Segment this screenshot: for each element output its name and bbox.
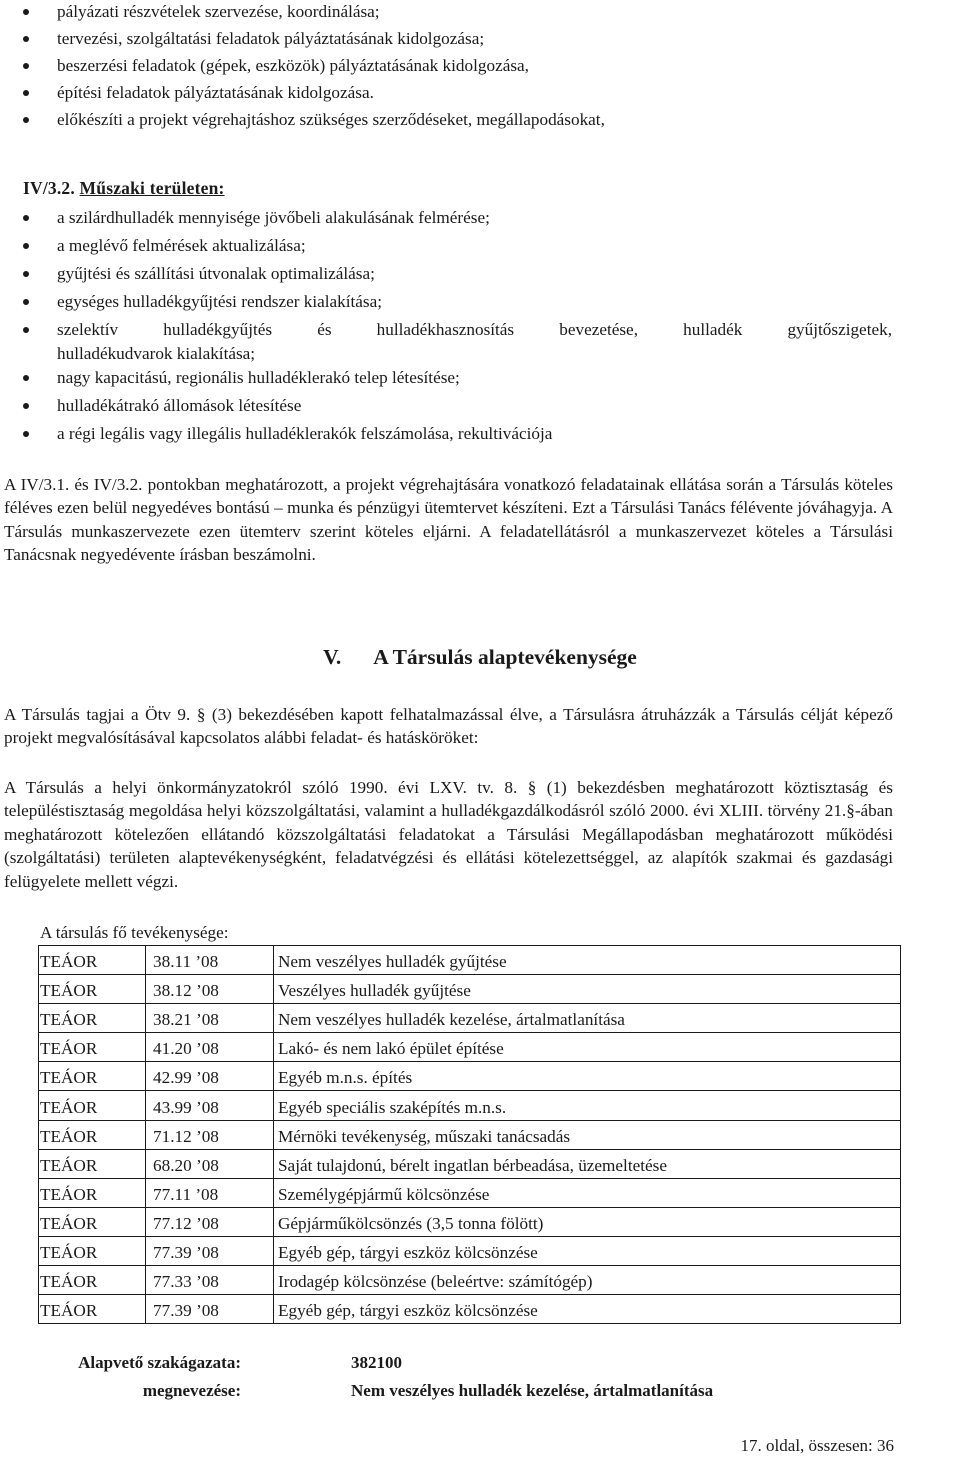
task-list-1 xyxy=(0,0,960,135)
activity-name: Nem veszélyes hulladék gyűjtése xyxy=(274,946,901,975)
list-item: pályázati részvételek szervezése, koordinálása; xyxy=(0,0,960,27)
summary-values xyxy=(351,1349,713,1405)
activity-name: Veszélyes hulladék gyűjtése xyxy=(274,975,901,1004)
subsection-number: IV/3.2. xyxy=(23,178,80,198)
activity-name: Saját tulajdonú, bérelt ingatlan bérbeadása, üzemeltetése xyxy=(274,1149,901,1178)
teaor-label: TEÁOR xyxy=(39,1207,146,1236)
teaor-label: TEÁOR xyxy=(39,1004,146,1033)
teaor-label: TEÁOR xyxy=(39,1178,146,1207)
activity-code: 77.39 ’08 xyxy=(146,1295,274,1324)
table-row xyxy=(39,1236,901,1265)
list-item: a régi legális vagy illegális hulladéklerakók felszámolása, rekultivációja xyxy=(0,422,960,450)
activity-code: 41.20 ’08 xyxy=(146,1033,274,1062)
list-item: előkészíti a projekt végrehajtáshoz szükséges szerződéseket, megállapodásokat, xyxy=(0,108,960,135)
sector-name-value: Nem veszélyes hulladék kezelése, ártalmatlanítása xyxy=(351,1381,714,1400)
section-number: V. xyxy=(323,645,342,669)
list-item-line: hulladékudvarok kialakítása; xyxy=(57,344,256,363)
paragraph-delegation: A Társulás tagjai a Ötv 9. § (3) bekezdésében kapott felhatalmazással élve, a Társulásra átruházzák a Társulás célját képező projekt megvalósításával kapcsolatos alábbi feladat- és hatásköröket: xyxy=(4,705,893,748)
teaor-label: TEÁOR xyxy=(39,1091,146,1120)
sector-name-label: megnevezése: xyxy=(142,1381,241,1400)
list-item: tervezési, szolgáltatási feladatok pályáztatásának kidolgozása; xyxy=(0,27,960,54)
list-item: a szilárdhulladék mennyisége jövőbeli alakulásának felmérése; xyxy=(0,206,960,234)
activity-name: Nem veszélyes hulladék kezelése, ártalmatlanítása xyxy=(274,1004,901,1033)
teaor-label: TEÁOR xyxy=(39,975,146,1004)
activity-code: 77.12 ’08 xyxy=(146,1207,274,1236)
activity-name: Egyéb m.n.s. építés xyxy=(274,1062,901,1091)
activity-code: 77.33 ’08 xyxy=(146,1266,274,1295)
activity-code: 42.99 ’08 xyxy=(146,1062,274,1091)
paragraph-public-service: A Társulás a helyi önkormányzatokról szóló 1990. évi LXV. tv. 8. § (1) bekezdésben meghatározott köztisztaság és településtisztaság megoldása helyi közszolgáltatási, valamint a hulladékgazdálkodásról szóló 2000. évi XLIII. törvény 21.§-ában meghatározott kötelezően ellátandó közszolgáltatási feladatokat a Társulási Megállapodásban meghatározott működési (szolgáltatási) területen alaptevékenységként, feladatvégzési és ellátási kötelezettséggel, az alapítók szakmai és gazdasági felügyelete mellett végzi. xyxy=(4,778,893,891)
teaor-label: TEÁOR xyxy=(39,1033,146,1062)
section-title xyxy=(0,645,960,669)
activity-name: Irodagép kölcsönzése (beleértve: számítógép) xyxy=(274,1266,901,1295)
activity-name: Egyéb gép, tárgyi eszköz kölcsönzése xyxy=(274,1295,901,1324)
table-row xyxy=(39,946,901,975)
table-row xyxy=(39,1120,901,1149)
activity-code: 38.11 ’08 xyxy=(146,946,274,975)
activity-code: 43.99 ’08 xyxy=(146,1091,274,1120)
teaor-label: TEÁOR xyxy=(39,1266,146,1295)
section-title-text: A Társulás alaptevékenysége xyxy=(373,645,637,669)
list-item: nagy kapacitású, regionális hulladéklerakó telep létesítése; xyxy=(0,366,960,394)
activity-code: 38.12 ’08 xyxy=(146,975,274,1004)
list-item: építési feladatok pályáztatásának kidolgozása. xyxy=(0,81,960,108)
table-row xyxy=(39,1295,901,1324)
list-item-line: szelektív hulladékgyűjtés és hulladékhasznosítás bevezetése, hulladék gyűjtőszigetek, xyxy=(57,320,892,339)
activities-table xyxy=(38,945,901,1324)
paragraph-workplan: A IV/3.1. és IV/3.2. pontokban meghatározott, a projekt végrehajtására vonatkozó feladatainak ellátása során a Társulás köteles féléves ezen belül negyedéves bontású – munka és pénzügyi ütemtervet készíteni. Ezt a Társulási Tanács félévente jóváhagyja. A Társulás munkaszervezete ezen ütemterv szerint köteles eljárni. A feladatellátásról a munkaszervezet köteles a Társulási Tanácsnak negyedévente írásban beszámolni. xyxy=(4,475,893,565)
list-item: a meglévő felmérések aktualizálása; xyxy=(0,234,960,262)
main-sector-label: Alapvető szakágazata: xyxy=(78,1353,241,1372)
activity-name: Lakó- és nem lakó épület építése xyxy=(274,1033,901,1062)
table-row xyxy=(39,1207,901,1236)
activity-name: Egyéb speciális szaképítés m.n.s. xyxy=(274,1091,901,1120)
activity-name: Mérnöki tevékenység, műszaki tanácsadás xyxy=(274,1120,901,1149)
table-row xyxy=(39,1266,901,1295)
subsection-heading xyxy=(23,176,225,200)
main-sector-value: 382100 xyxy=(351,1353,402,1372)
teaor-label: TEÁOR xyxy=(39,1236,146,1265)
technical-task-list xyxy=(0,206,960,450)
activity-code: 71.12 ’08 xyxy=(146,1120,274,1149)
page-footer: 17. oldal, összesen: 36 xyxy=(740,1436,894,1455)
subsection-title: Műszaki területen: xyxy=(79,178,225,198)
list-item: hulladékátrakó állomások létesítése xyxy=(0,394,960,422)
teaor-label: TEÁOR xyxy=(39,1062,146,1091)
summary-labels xyxy=(38,1349,241,1405)
table-row xyxy=(39,1004,901,1033)
activity-code: 77.11 ’08 xyxy=(146,1178,274,1207)
teaor-label: TEÁOR xyxy=(39,1149,146,1178)
table-row xyxy=(39,1149,901,1178)
table-row xyxy=(39,1178,901,1207)
activity-code: 68.20 ’08 xyxy=(146,1149,274,1178)
teaor-label: TEÁOR xyxy=(39,946,146,975)
list-item: beszerzési feladatok (gépek, eszközök) pályáztatásának kidolgozása, xyxy=(0,54,960,81)
activity-name: Egyéb gép, tárgyi eszköz kölcsönzése xyxy=(274,1236,901,1265)
activity-code: 38.21 ’08 xyxy=(146,1004,274,1033)
list-item xyxy=(0,318,960,366)
activity-name: Gépjárműkölcsönzés (3,5 tonna fölött) xyxy=(274,1207,901,1236)
activities-caption: A társulás fő tevékenysége: xyxy=(40,923,229,942)
table-row xyxy=(39,1033,901,1062)
table-row xyxy=(39,1062,901,1091)
activity-name: Személygépjármű kölcsönzése xyxy=(274,1178,901,1207)
teaor-label: TEÁOR xyxy=(39,1295,146,1324)
list-item: gyűjtési és szállítási útvonalak optimalizálása; xyxy=(0,262,960,290)
activity-code: 77.39 ’08 xyxy=(146,1236,274,1265)
list-item: egységes hulladékgyűjtési rendszer kialakítása; xyxy=(0,290,960,318)
table-row xyxy=(39,975,901,1004)
table-row xyxy=(39,1091,901,1120)
teaor-label: TEÁOR xyxy=(39,1120,146,1149)
